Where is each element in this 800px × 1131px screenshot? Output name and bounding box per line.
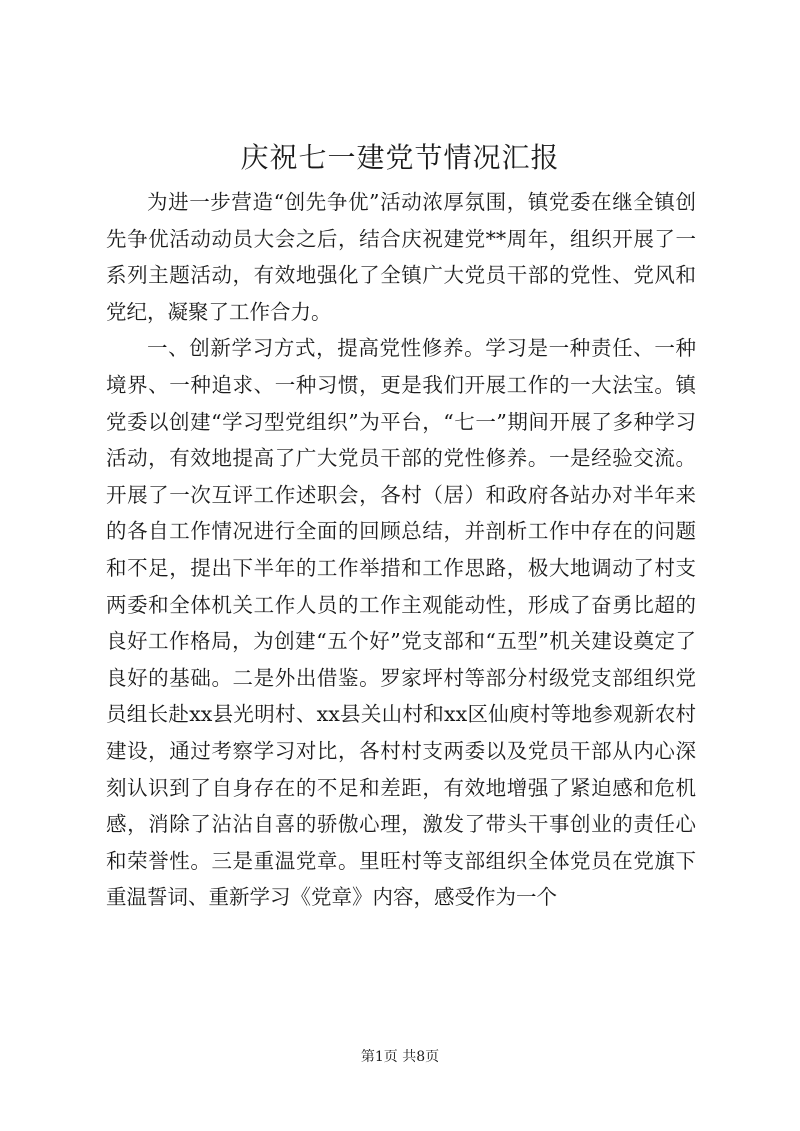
- paragraph-intro: 为进一步营造“创先争优”活动浓厚氛围，镇党委在继全镇创先争优活动动员大会之后，结合庆祝建党**周年，组织开展了一系列主题活动，有效地强化了全镇广大党员干部的党性、党风和党纪，凝聚了工作合力。: [106, 190, 696, 324]
- document-title: 庆祝七一建党节情况汇报: [240, 141, 560, 174]
- paragraph-section-one: 一、创新学习方式，提高党性修养。学习是一种责任、一种境界、一种追求、一种习惯，更是我们开展工作的一大法宝。镇党委以创建“学习型党组织”为平台，“七一”期间开展了多种学习活动，有效地提高了广大党员干部的党性修养。一是经验交流。开展了一次互评工作述职会，各村（居）和政府各站办对半年来的各自工作情况进行全面的回顾总结，并剖析工作中存在的问题和不足，提出下半年的工作举措和工作思路，极大地调动了村支两委和全体机关工作人员的工作主观能动性，形成了奋勇比超的良好工作格局，为创建“五个好”党支部和“五型”机关建设奠定了良好的基础。二是外出借鉴。罗家坪村等部分村级党支部组织党员组长赴xx县光明村、xx县关山村和xx区仙庾村等地参观新农村建设，通过考察学习对比，各村村支两委以及党员干部从内心深刻认识到了自身存在的不足和差距，有效地增强了紧迫感和危机感，消除了沾沾自喜的骄傲心理，激发了带头干事创业的责任心和荣誉性。三是重温党章。里旺村等支部组织全体党员在党旗下重温誓词、重新学习《党章》内容，感受作为一个: [106, 336, 696, 910]
- page-footer: 第1页 共8页: [360, 1049, 440, 1065]
- document-body: [106, 184, 696, 916]
